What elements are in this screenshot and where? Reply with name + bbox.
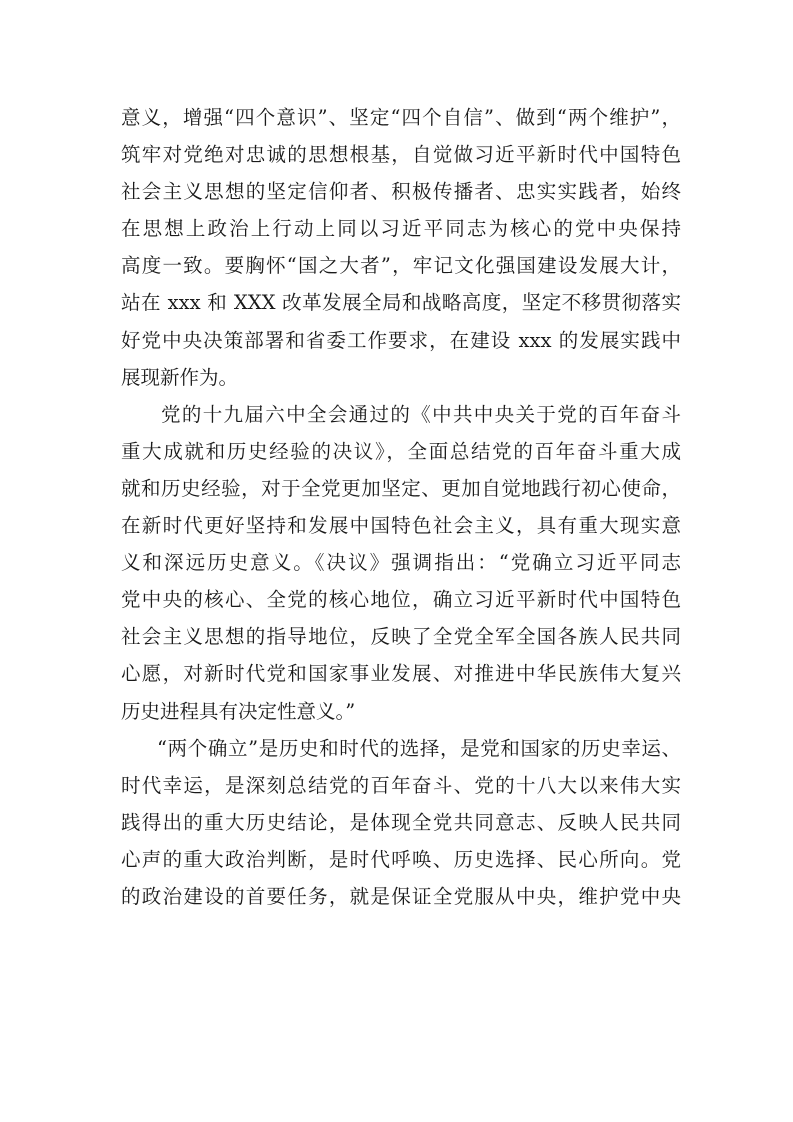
paragraph-3-line-2: 时代幸运，是深刻总结党的百年奋斗、党的十八大以来伟大实 [121,773,681,797]
paragraph-1-line-6: 站在 xxx 和 XXX 改革发展全局和战略高度，坚定不移贯彻落实 [121,291,681,315]
paragraph-1-line-4: 在思想上政治上行动上同以习近平同志为核心的党中央保持 [121,217,681,241]
paragraph-2-line-7: 社会主义思想的指导地位，反映了全党全军全国各族人民共同 [121,625,681,649]
paragraph-3-line-3: 践得出的重大历史结论，是体现全党共同意志、反映人民共同 [121,810,681,834]
document-body [121,99,681,915]
paragraph-1-line-1: 意义，增强“四个意识”、坚定“四个自信”、做到“两个维护”， [121,106,681,129]
paragraph-2-line-6: 党中央的核心、全党的核心地位，确立习近平新时代中国特色 [121,588,681,612]
paragraph-2-line-3: 就和历史经验，对于全党更加坚定、更加自觉地践行初心使命， [121,476,681,500]
paragraph-1-line-2: 筑牢对党绝对忠诚的思想根基，自觉做习近平新时代中国特色 [121,143,681,167]
paragraph-2-line-2: 重大成就和历史经验的决议》，全面总结党的百年奋斗重大成 [121,439,681,463]
paragraph-2-line-5: 义和深远历史意义。《决议》强调指出：“党确立习近平同志 [121,551,681,575]
paragraph-3-line-4: 心声的重大政治判断，是时代呼唤、历史选择、民心所向。党 [121,847,681,871]
paragraph-2-line-1: 党的十九届六中全会通过的《中共中央关于党的百年奋斗 [161,402,681,426]
paragraph-3-line-5: 的政治建设的首要任务，就是保证全党服从中央，维护党中央 [121,884,681,908]
paragraph-1-line-3: 社会主义思想的坚定信仰者、积极传播者、忠实实践者，始终 [121,180,681,204]
paragraph-1-line-8: 展现新作为。 [121,365,239,389]
paragraph-2-line-9: 历史进程具有决定性意义。” [121,699,356,723]
paragraph-1-line-5: 高度一致。要胸怀“国之大者”，牢记文化强国建设发展大计， [121,254,681,278]
paragraph-2-line-4: 在新时代更好坚持和发展中国特色社会主义，具有重大现实意 [121,514,681,538]
paragraph-2-line-8: 心愿，对新时代党和国家事业发展、对推进中华民族伟大复兴 [121,662,681,686]
paragraph-3-line-1: “两个确立”是历史和时代的选择，是党和国家的历史幸运、 [157,736,681,760]
paragraph-1-line-7: 好党中央决策部署和省委工作要求，在建设 xxx 的发展实践中 [121,328,681,352]
